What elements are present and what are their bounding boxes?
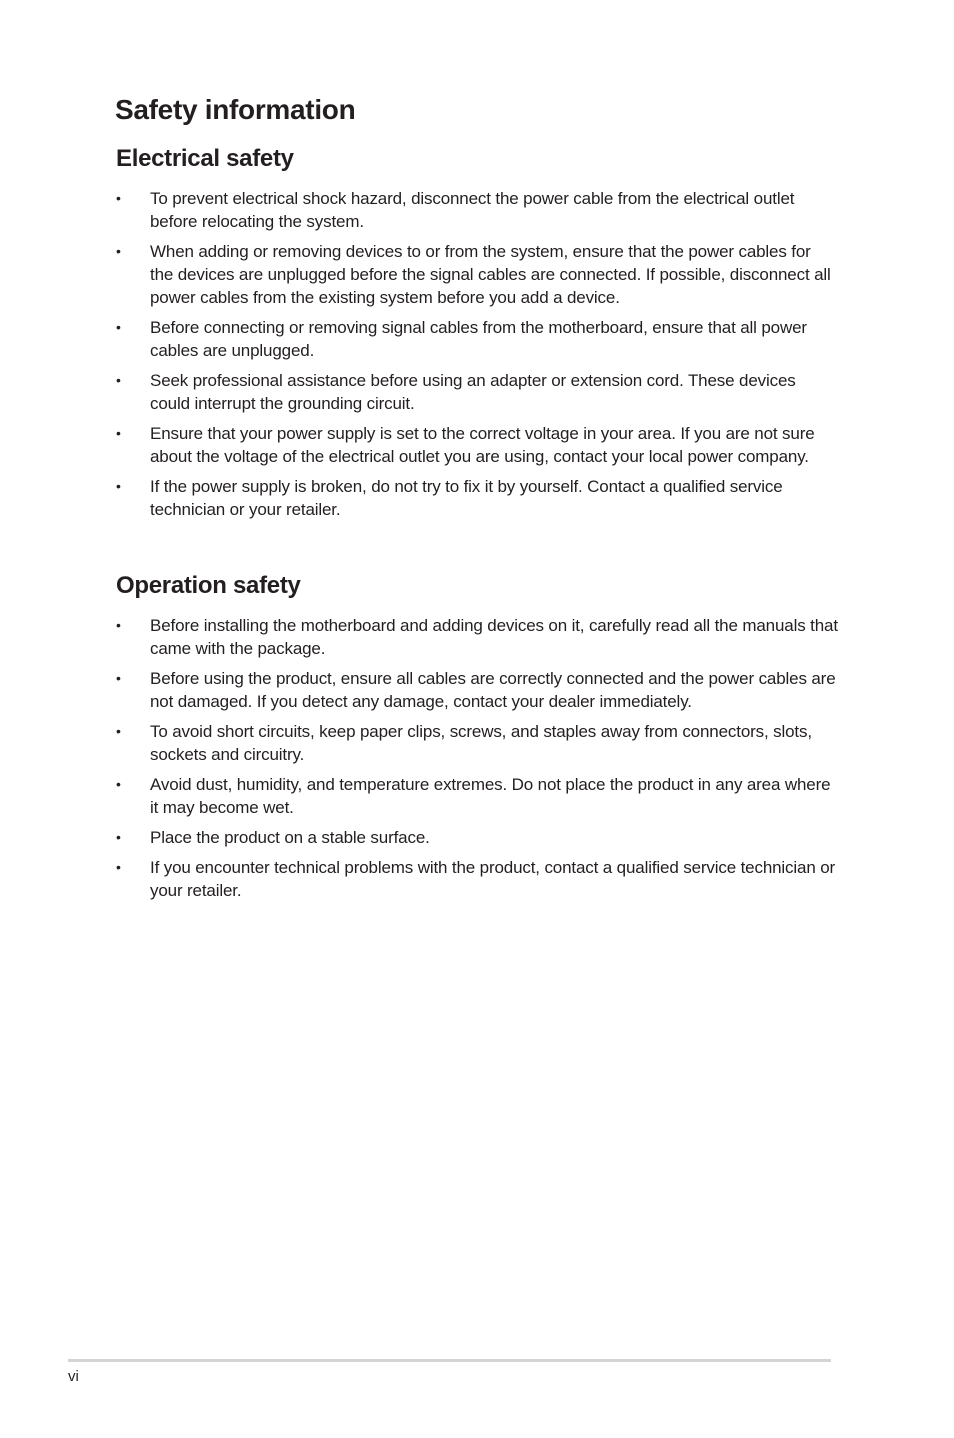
list-item bbox=[116, 422, 838, 468]
page-title: Safety information bbox=[115, 94, 356, 125]
list-item bbox=[116, 667, 838, 713]
section-heading-electrical-safety: Electrical safety bbox=[116, 145, 294, 172]
footer-divider bbox=[68, 1359, 831, 1362]
list-item-text: Avoid dust, humidity, and temperature extremes. Do not place the product in any area where it may become wet. bbox=[150, 775, 831, 817]
list-item bbox=[116, 475, 838, 521]
bullet-icon: • bbox=[116, 190, 121, 206]
section-heading-operation-safety: Operation safety bbox=[116, 572, 301, 599]
list-item-text: When adding or removing devices to or from the system, ensure that the power cables for the devices are unplugged before the signal cables are connected. If possible, disconnect all power cables from the existing system before you add a device. bbox=[150, 242, 831, 307]
list-item bbox=[116, 614, 838, 660]
list-item-text: Before installing the motherboard and adding devices on it, carefully read all the manuals that came with the package. bbox=[150, 616, 838, 658]
list-item-text: Before connecting or removing signal cables from the motherboard, ensure that all power cables are unplugged. bbox=[150, 318, 807, 360]
list-item-text: Ensure that your power supply is set to the correct voltage in your area. If you are not sure about the voltage of the electrical outlet you are using, contact your local power company. bbox=[150, 424, 815, 466]
bullet-icon: • bbox=[116, 723, 121, 739]
list-item bbox=[116, 240, 838, 309]
bullet-icon: • bbox=[116, 425, 121, 441]
list-item-text: If you encounter technical problems with the product, contact a qualified service technician or your retailer. bbox=[150, 858, 836, 900]
list-item bbox=[116, 369, 838, 415]
bullet-icon: • bbox=[116, 478, 121, 494]
list-item-text: Place the product on a stable surface. bbox=[150, 828, 430, 847]
list-item bbox=[116, 720, 838, 766]
list-item bbox=[116, 316, 838, 362]
bullet-icon: • bbox=[116, 319, 121, 335]
bullet-icon: • bbox=[116, 859, 121, 875]
list-item-text: Seek professional assistance before using an adapter or extension cord. These devices could interrupt the grounding circuit. bbox=[150, 371, 796, 413]
list-item-text: If the power supply is broken, do not try to fix it by yourself. Contact a qualified service technician or your retailer. bbox=[150, 477, 783, 519]
list-item bbox=[116, 773, 838, 819]
list-item-text: To prevent electrical shock hazard, disconnect the power cable from the electrical outlet before relocating the system. bbox=[150, 189, 795, 231]
bullet-icon: • bbox=[116, 372, 121, 388]
bullet-icon: • bbox=[116, 617, 121, 633]
operation-safety-list bbox=[116, 614, 838, 909]
bullet-icon: • bbox=[116, 670, 121, 686]
list-item bbox=[116, 187, 838, 233]
list-item bbox=[116, 826, 838, 849]
page-number: vi bbox=[68, 1368, 79, 1385]
bullet-icon: • bbox=[116, 776, 121, 792]
list-item-text: Before using the product, ensure all cables are correctly connected and the power cables are not damaged. If you detect any damage, contact your dealer immediately. bbox=[150, 669, 836, 711]
bullet-icon: • bbox=[116, 829, 121, 845]
list-item bbox=[116, 856, 838, 902]
list-item-text: To avoid short circuits, keep paper clips, screws, and staples away from connectors, slots, sockets and circuitry. bbox=[150, 722, 812, 764]
electrical-safety-list bbox=[116, 187, 838, 528]
bullet-icon: • bbox=[116, 243, 121, 259]
